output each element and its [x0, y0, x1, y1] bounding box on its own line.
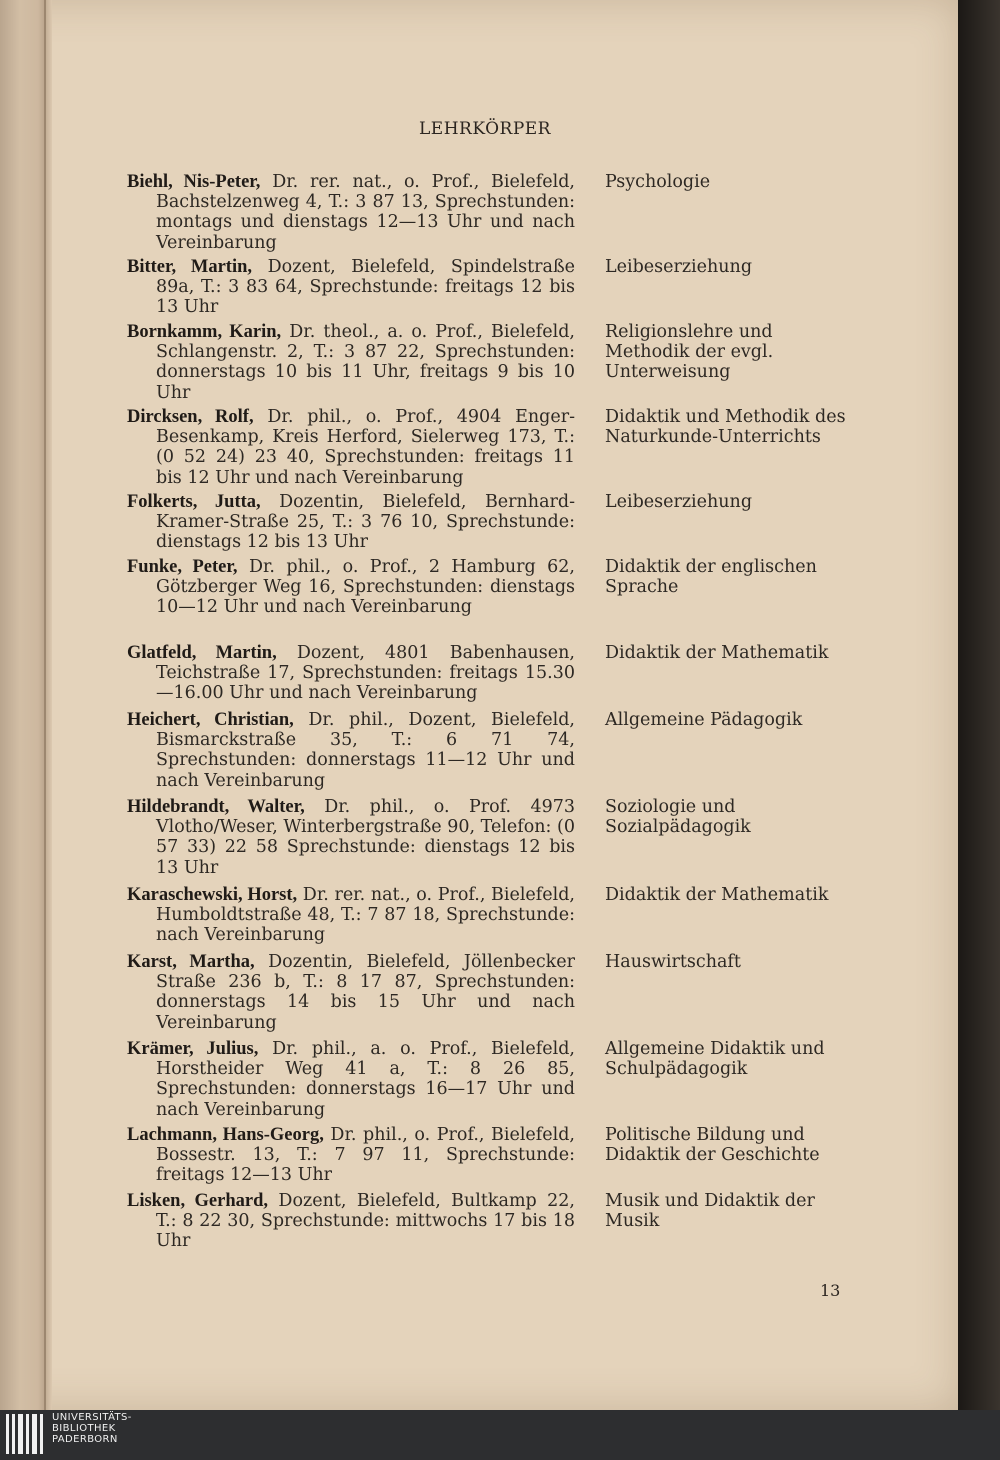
entry-details: Dr. phil., a. o. Prof., Bielefeld, Horstheider Weg 41 a, T.: 8 26 85, Sprechstunden: donnerstags 16—17 Uhr und nach Vereinbarung: [156, 1039, 575, 1120]
entry-name: Dircksen, Rolf,: [127, 407, 254, 427]
entry-subject: Soziologie und Sozialpädagogik: [605, 797, 751, 838]
entry-details: Dr. rer. nat., o. Prof., Bielefeld, Humboldtstraße 48, T.: 7 87 18, Sprechstunde: nach Vereinbarung: [156, 885, 575, 946]
entry-name: Bornkamm, Karin,: [127, 322, 282, 342]
library-logo-text: UNIVERSITÄTS- BIBLIOTHEK PADERBORN: [52, 1412, 132, 1445]
entry-subject: Allgemeine Didaktik und Schulpädagogik: [605, 1039, 825, 1080]
entry-description: [127, 952, 575, 1033]
entry-subject: Politische Bildung und Didaktik der Geschichte: [605, 1125, 820, 1166]
entry-subject: Hauswirtschaft: [605, 952, 741, 972]
entry-name: Folkerts, Jutta,: [127, 492, 261, 512]
entry-description: [127, 172, 575, 253]
entry-details: Dr. phil., o. Prof., 4904 Enger-Besenkamp, Kreis Herford, Sielerweg 173, T.: (0 52 24) 23 40, Sprechstunden: freitags 11 bis 12 Uhr und nach Vereinbarung: [156, 407, 575, 488]
entry-description: [127, 885, 575, 946]
entry-subject: Didaktik der englischen Sprache: [605, 557, 817, 598]
entry-details: Dr. theol., a. o. Prof., Bielefeld, Schlangenstr. 2, T.: 3 87 22, Sprechstunden: donnerstags 10 bis 11 Uhr, freitags 9 bis 10 Uhr: [156, 322, 575, 403]
entry-description: [127, 407, 575, 488]
entry-details: Dozentin, Bielefeld, Bernhard-Kramer-Straße 25, T.: 3 76 10, Sprechstunde: dienstags 12 bis 13 Uhr: [156, 492, 575, 553]
entry-name: Bitter, Martin,: [127, 257, 252, 277]
entry-details: Dozent, 4801 Babenhausen, Teichstraße 17, Sprechstunden: freitags 15.30—16.00 Uhr und nach Vereinbarung: [156, 643, 575, 704]
entry-description: [127, 1191, 575, 1252]
entry-name: Heichert, Christian,: [127, 710, 294, 730]
entry-subject: Didaktik und Methodik des Naturkunde-Unterrichts: [605, 407, 846, 448]
entry-description: [127, 710, 575, 791]
entry-subject: Didaktik der Mathematik: [605, 643, 829, 663]
entry-name: Lachmann, Hans-Georg,: [127, 1125, 324, 1145]
entry-subject: Leibeserziehung: [605, 257, 753, 277]
entry-description: [127, 1125, 575, 1186]
entry-name: Karst, Martha,: [127, 952, 255, 972]
entry-name: Funke, Peter,: [127, 557, 238, 577]
entry-description: [127, 797, 575, 878]
entry-details: Dr. phil., Dozent, Bielefeld, Bismarckstraße 35, T.: 6 71 74, Sprechstunden: donnerstags 11—12 Uhr und nach Vereinbarung: [156, 710, 575, 791]
page-number: 13: [820, 1281, 841, 1300]
entry-name: Hildebrandt, Walter,: [127, 797, 305, 817]
page-title: LEHRKÖRPER: [419, 119, 551, 139]
entry-details: Dr. phil., o. Prof. 4973 Vlotho/Weser, Winterbergstraße 90, Telefon: (0 57 33) 22 58 Sprechstunde: dienstags 12 bis 13 Uhr: [156, 797, 575, 878]
entry-description: [127, 643, 575, 704]
scan-background-edge: [958, 0, 1000, 1410]
entry-name: Biehl, Nis-Peter,: [127, 172, 261, 192]
spine-fold-line: [44, 0, 46, 1410]
entry-details: Dozentin, Bielefeld, Jöllenbecker Straße 236 b, T.: 8 17 87, Sprechstunden: donnerstags 14 bis 15 Uhr und nach Vereinbarung: [156, 952, 575, 1033]
library-footer-bar: [0, 1410, 1000, 1460]
entry-subject: Leibeserziehung: [605, 492, 753, 512]
entry-details: Dozent, Bielefeld, Spindelstraße 89a, T.: 3 83 64, Sprechstunde: freitags 12 bis 13 Uhr: [156, 257, 575, 318]
entry-description: [127, 1039, 575, 1120]
entry-subject: Religionslehre und Methodik der evgl. Unterweisung: [605, 322, 774, 383]
entry-name: Karaschewski, Horst,: [127, 885, 298, 905]
entry-description: [127, 322, 575, 403]
entry-name: Lisken, Gerhard,: [127, 1191, 269, 1211]
entry-subject: Psychologie: [605, 172, 711, 192]
entry-subject: Musik und Didaktik der Musik: [605, 1191, 815, 1232]
entry-subject: Didaktik der Mathematik: [605, 885, 829, 905]
entry-details: Dr. rer. nat., o. Prof., Bielefeld, Bachstelzenweg 4, T.: 3 87 13, Sprechstunden: montags und dienstags 12—13 Uhr und nach Vereinbarung: [156, 172, 575, 253]
library-logo-icon: [6, 1414, 46, 1454]
entry-name: Krämer, Julius,: [127, 1039, 259, 1059]
entry-details: Dr. phil., o. Prof., 2 Hamburg 62, Götzberger Weg 16, Sprechstunden: dienstags 10—12 Uhr und nach Vereinbarung: [156, 557, 575, 618]
entry-details: Dozent, Bielefeld, Bultkamp 22, T.: 8 22 30, Sprechstunde: mittwochs 17 bis 18 Uhr: [156, 1191, 575, 1252]
entry-description: [127, 557, 575, 618]
entry-name: Glatfeld, Martin,: [127, 643, 277, 663]
entry-description: [127, 492, 575, 553]
entry-details: Dr. phil., o. Prof., Bielefeld, Bossestr. 13, T.: 7 97 11, Sprechstunde: freitags 12—13 Uhr: [156, 1125, 575, 1186]
entry-description: [127, 257, 575, 318]
entry-subject: Allgemeine Pädagogik: [605, 710, 803, 730]
